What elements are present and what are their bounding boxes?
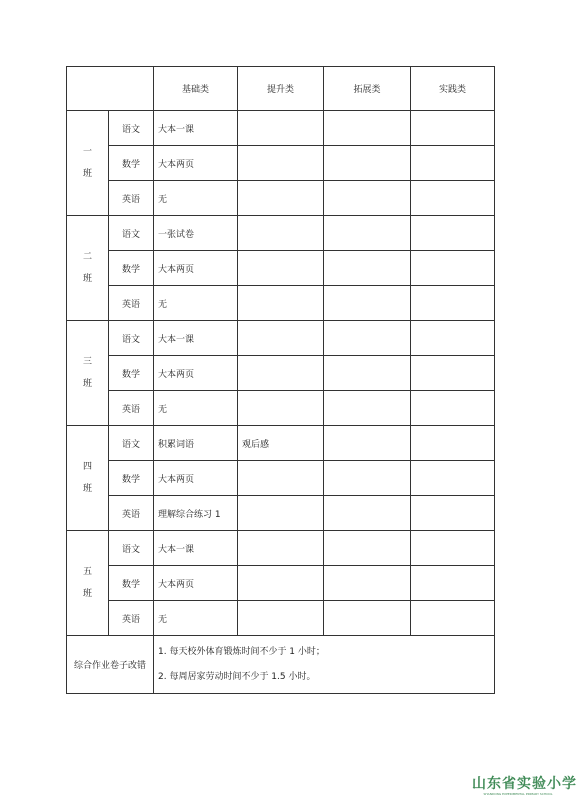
table-row: [67, 391, 495, 426]
subject-label: 英语: [109, 286, 154, 321]
column-header: 基础类: [154, 67, 238, 111]
class-name: [67, 321, 109, 426]
table-cell: [411, 566, 495, 601]
table-cell: [238, 146, 324, 181]
table-row: [67, 286, 495, 321]
table-cell: [238, 321, 324, 356]
header-row: [67, 67, 495, 111]
school-logo-name: 山东省实验小学: [472, 776, 577, 792]
table-cell: 大本两页: [154, 356, 238, 391]
table-cell: 大本两页: [154, 251, 238, 286]
table-row: [67, 426, 495, 461]
table-cell: [411, 251, 495, 286]
table-cell: [411, 496, 495, 531]
table-row: [67, 531, 495, 566]
table-cell: [411, 391, 495, 426]
subject-label: 语文: [109, 426, 154, 461]
class-name: [67, 426, 109, 531]
table-cell: 无: [154, 601, 238, 636]
class-name-char: 班: [82, 274, 92, 284]
subject-label: 数学: [109, 566, 154, 601]
footer-row: [67, 636, 495, 694]
subject-label: 数学: [109, 356, 154, 391]
table-cell: 大本一课: [154, 321, 238, 356]
class-name-char: 四: [82, 462, 92, 472]
class-name-char: 班: [82, 484, 92, 494]
table-cell: [238, 251, 324, 286]
table-cell: 大本一课: [154, 111, 238, 146]
table-cell: [238, 286, 324, 321]
table-cell: 大本两页: [154, 146, 238, 181]
table-cell: [324, 321, 411, 356]
table-cell: [238, 111, 324, 146]
homework-table: [66, 66, 495, 694]
subject-label: 数学: [109, 251, 154, 286]
subject-label: 英语: [109, 601, 154, 636]
table-cell: [411, 181, 495, 216]
footer-label: 综合作业卷子改错: [67, 636, 154, 694]
column-header: 实践类: [411, 67, 495, 111]
subject-label: 语文: [109, 531, 154, 566]
table-cell: 无: [154, 181, 238, 216]
table-cell: [324, 216, 411, 251]
table-row: [67, 496, 495, 531]
table-cell: 理解综合练习 1: [154, 496, 238, 531]
table-cell: [324, 531, 411, 566]
table-row: [67, 216, 495, 251]
table-row: [67, 111, 495, 146]
table-cell: [411, 111, 495, 146]
table-cell: 大本两页: [154, 461, 238, 496]
table-row: [67, 601, 495, 636]
subject-label: 数学: [109, 146, 154, 181]
class-name: [67, 216, 109, 321]
subject-label: 英语: [109, 496, 154, 531]
class-name-char: 三: [82, 357, 92, 367]
school-logo: [472, 776, 577, 800]
table-cell: [238, 216, 324, 251]
note-line: 1. 每天校外体育锻炼时间不少于 1 小时；: [158, 646, 325, 657]
table-cell: [411, 531, 495, 566]
table-cell: [411, 146, 495, 181]
table-row: [67, 566, 495, 601]
table-cell: [411, 321, 495, 356]
table-cell: [324, 251, 411, 286]
table-cell: [411, 426, 495, 461]
class-name-char: 班: [82, 169, 92, 179]
subject-label: 语文: [109, 321, 154, 356]
class-name: [67, 111, 109, 216]
table-cell: [324, 496, 411, 531]
table-cell: [324, 111, 411, 146]
class-name-char: 五: [82, 567, 92, 577]
table-cell: [324, 426, 411, 461]
school-logo-english: SHANDONG EXPERIMENTAL PRIMARY SCHOOL: [483, 792, 553, 796]
table-cell: 一张试卷: [154, 216, 238, 251]
table-cell: [238, 601, 324, 636]
table-cell: [411, 601, 495, 636]
table-cell: [324, 566, 411, 601]
class-name-char: 二: [82, 252, 92, 262]
table-cell: [324, 601, 411, 636]
table-cell: 无: [154, 286, 238, 321]
subject-label: 数学: [109, 461, 154, 496]
table-cell: 积累词语: [154, 426, 238, 461]
table-cell: [324, 181, 411, 216]
table-cell: [238, 391, 324, 426]
table-cell: [324, 356, 411, 391]
table-cell: [324, 461, 411, 496]
table-row: [67, 146, 495, 181]
subject-label: 语文: [109, 111, 154, 146]
table-row: [67, 181, 495, 216]
table-row: [67, 321, 495, 356]
table-cell: [411, 356, 495, 391]
table-cell: [324, 146, 411, 181]
table-cell: 大本一课: [154, 531, 238, 566]
table-cell: [411, 286, 495, 321]
subject-label: 英语: [109, 391, 154, 426]
table-cell: [238, 496, 324, 531]
subject-label: 语文: [109, 216, 154, 251]
table-row: [67, 461, 495, 496]
note-line: 2. 每周居家劳动时间不少于 1.5 小时。: [158, 671, 316, 682]
table-cell: [324, 391, 411, 426]
table-cell: [238, 566, 324, 601]
subject-label: 英语: [109, 181, 154, 216]
footer-notes: [154, 636, 495, 694]
class-name-char: 班: [82, 589, 92, 599]
class-name-char: 一: [82, 147, 92, 157]
table-cell: [238, 356, 324, 391]
table-cell: [238, 531, 324, 566]
table-cell: 大本两页: [154, 566, 238, 601]
class-name: [67, 531, 109, 636]
table-cell: [411, 461, 495, 496]
table-cell: [238, 181, 324, 216]
table-cell: [238, 461, 324, 496]
table-cell: [324, 286, 411, 321]
table-cell: 无: [154, 391, 238, 426]
table-cell: 观后感: [238, 426, 324, 461]
table-cell: [411, 216, 495, 251]
class-name-char: 班: [82, 379, 92, 389]
table-row: [67, 356, 495, 391]
header-corner: [67, 67, 154, 111]
column-header: 提升类: [238, 67, 324, 111]
table-row: [67, 251, 495, 286]
column-header: 拓展类: [324, 67, 411, 111]
